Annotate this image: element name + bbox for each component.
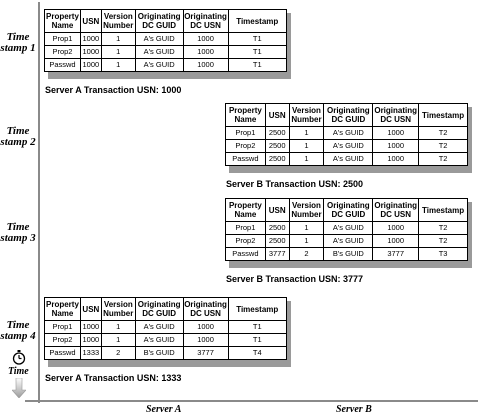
table-cell: A's GUID: [324, 222, 373, 235]
table-cell: Prop2: [226, 140, 266, 153]
table-row: [45, 347, 287, 360]
table-cell: T3: [419, 248, 468, 261]
table-cell: 1000: [183, 46, 228, 59]
table-cell: 1000: [373, 235, 419, 248]
table-cell: A's GUID: [135, 59, 183, 72]
table-row: [226, 222, 468, 235]
table-row: [45, 46, 287, 59]
table-cell: Passwd: [45, 59, 81, 72]
table-cell: T1: [228, 59, 286, 72]
table-row: [226, 127, 468, 140]
table-cell: 3777: [373, 248, 419, 261]
table-cell: Prop1: [226, 222, 266, 235]
table-cell: Passwd: [226, 153, 266, 166]
table-cell: 1000: [183, 321, 228, 334]
timestamp-label-2: Time stamp 2: [0, 125, 36, 148]
table-cell: T2: [419, 235, 468, 248]
table-cell: 1: [289, 140, 324, 153]
table-cell: T1: [228, 46, 286, 59]
column-header: USN: [265, 104, 289, 127]
table-header-row: [226, 104, 468, 127]
server-axis: [25, 400, 478, 402]
table-cell: 1000: [373, 222, 419, 235]
table-cell: A's GUID: [324, 127, 373, 140]
table-cell: Prop1: [226, 127, 266, 140]
column-header: Originating DC USN: [373, 199, 419, 222]
column-header: Property Name: [226, 199, 266, 222]
table-row: [226, 248, 468, 261]
transaction-caption: Server B Transaction USN: 2500: [226, 179, 364, 189]
table-row: [45, 334, 287, 347]
table-cell: 1000: [183, 59, 228, 72]
table-cell: 1000: [80, 33, 101, 46]
table-cell: 1: [101, 46, 135, 59]
arrow-down-icon: [12, 378, 26, 398]
column-header: Timestamp: [419, 104, 468, 127]
table-header-row: [45, 298, 287, 321]
table-cell: 1000: [80, 321, 101, 334]
table-cell: 1: [289, 222, 324, 235]
table-cell: Prop1: [45, 321, 81, 334]
table-row: [45, 321, 287, 334]
table-cell: 2500: [265, 140, 289, 153]
timestamp-label-4: Time stamp 4: [0, 319, 36, 342]
column-header: Version Number: [289, 199, 324, 222]
column-header: Property Name: [45, 298, 81, 321]
column-header: USN: [80, 298, 101, 321]
column-header: Originating DC USN: [373, 104, 419, 127]
table-cell: 1: [101, 33, 135, 46]
table-cell: A's GUID: [324, 140, 373, 153]
column-header: Version Number: [289, 104, 324, 127]
table-cell: A's GUID: [324, 153, 373, 166]
table-cell: T2: [419, 153, 468, 166]
table-cell: Prop1: [45, 33, 81, 46]
column-header: USN: [80, 10, 101, 33]
table-cell: 1000: [80, 46, 101, 59]
table-row: [226, 235, 468, 248]
table-cell: 1: [289, 235, 324, 248]
column-header: Originating DC USN: [183, 10, 228, 33]
server-b-label: Server B: [336, 404, 372, 415]
table-cell: Prop2: [45, 334, 81, 347]
column-header: Property Name: [45, 10, 81, 33]
table-row: [45, 33, 287, 46]
server-a-label: Server A: [146, 404, 182, 415]
timestamp-label-1: Time stamp 1: [0, 31, 36, 54]
column-header: Originating DC GUID: [324, 104, 373, 127]
table-row: [226, 140, 468, 153]
table-cell: 1000: [80, 59, 101, 72]
timeline-axis: [38, 2, 40, 403]
table-cell: 1: [101, 321, 135, 334]
column-header: USN: [265, 199, 289, 222]
transaction-caption: Server B Transaction USN: 3777: [226, 274, 364, 284]
transaction-caption: Server A Transaction USN: 1000: [45, 85, 182, 95]
table-cell: A's GUID: [135, 334, 183, 347]
column-header: Timestamp: [228, 10, 286, 33]
table-cell: 1000: [80, 334, 101, 347]
table-cell: T2: [419, 222, 468, 235]
table-cell: B's GUID: [324, 248, 373, 261]
stopwatch-icon: [11, 349, 27, 365]
table-cell: T2: [419, 127, 468, 140]
column-header: Version Number: [101, 298, 135, 321]
table-cell: Prop2: [45, 46, 81, 59]
table-cell: 1000: [183, 334, 228, 347]
table-header-row: [226, 199, 468, 222]
table-cell: T1: [228, 321, 286, 334]
column-header: Originating DC GUID: [135, 298, 183, 321]
column-header: Property Name: [226, 104, 266, 127]
column-header: Timestamp: [419, 199, 468, 222]
table-cell: 2500: [265, 222, 289, 235]
timestamp-label-3: Time stamp 3: [0, 221, 36, 244]
table-cell: A's GUID: [324, 235, 373, 248]
table-cell: A's GUID: [135, 46, 183, 59]
table-cell: 3777: [265, 248, 289, 261]
table-cell: 2: [101, 347, 135, 360]
table-cell: A's GUID: [135, 33, 183, 46]
column-header: Originating DC GUID: [324, 199, 373, 222]
table-cell: 1000: [373, 140, 419, 153]
table-cell: T2: [419, 140, 468, 153]
table-cell: 2500: [265, 235, 289, 248]
transaction-caption: Server A Transaction USN: 1333: [45, 373, 182, 383]
table-cell: B's GUID: [135, 347, 183, 360]
table-cell: 1: [101, 334, 135, 347]
table-cell: 1000: [183, 33, 228, 46]
table-row: [45, 59, 287, 72]
table-cell: 1: [101, 59, 135, 72]
table-cell: 3777: [183, 347, 228, 360]
column-header: Version Number: [101, 10, 135, 33]
column-header: Originating DC USN: [183, 298, 228, 321]
table-cell: T1: [228, 334, 286, 347]
table-cell: 2500: [265, 127, 289, 140]
table-cell: T1: [228, 33, 286, 46]
time-label: Time: [8, 366, 29, 377]
table-cell: 2: [289, 248, 324, 261]
column-header: Originating DC GUID: [135, 10, 183, 33]
table-cell: 1000: [373, 153, 419, 166]
table-cell: 1000: [373, 127, 419, 140]
table-cell: 1333: [80, 347, 101, 360]
table-cell: Prop2: [226, 235, 266, 248]
table-cell: 2500: [265, 153, 289, 166]
table-cell: Passwd: [45, 347, 81, 360]
table-row: [226, 153, 468, 166]
table-cell: 1: [289, 127, 324, 140]
table-cell: A's GUID: [135, 321, 183, 334]
table-cell: Passwd: [226, 248, 266, 261]
table-cell: T4: [228, 347, 286, 360]
table-header-row: [45, 10, 287, 33]
table-cell: 1: [289, 153, 324, 166]
column-header: Timestamp: [228, 298, 286, 321]
